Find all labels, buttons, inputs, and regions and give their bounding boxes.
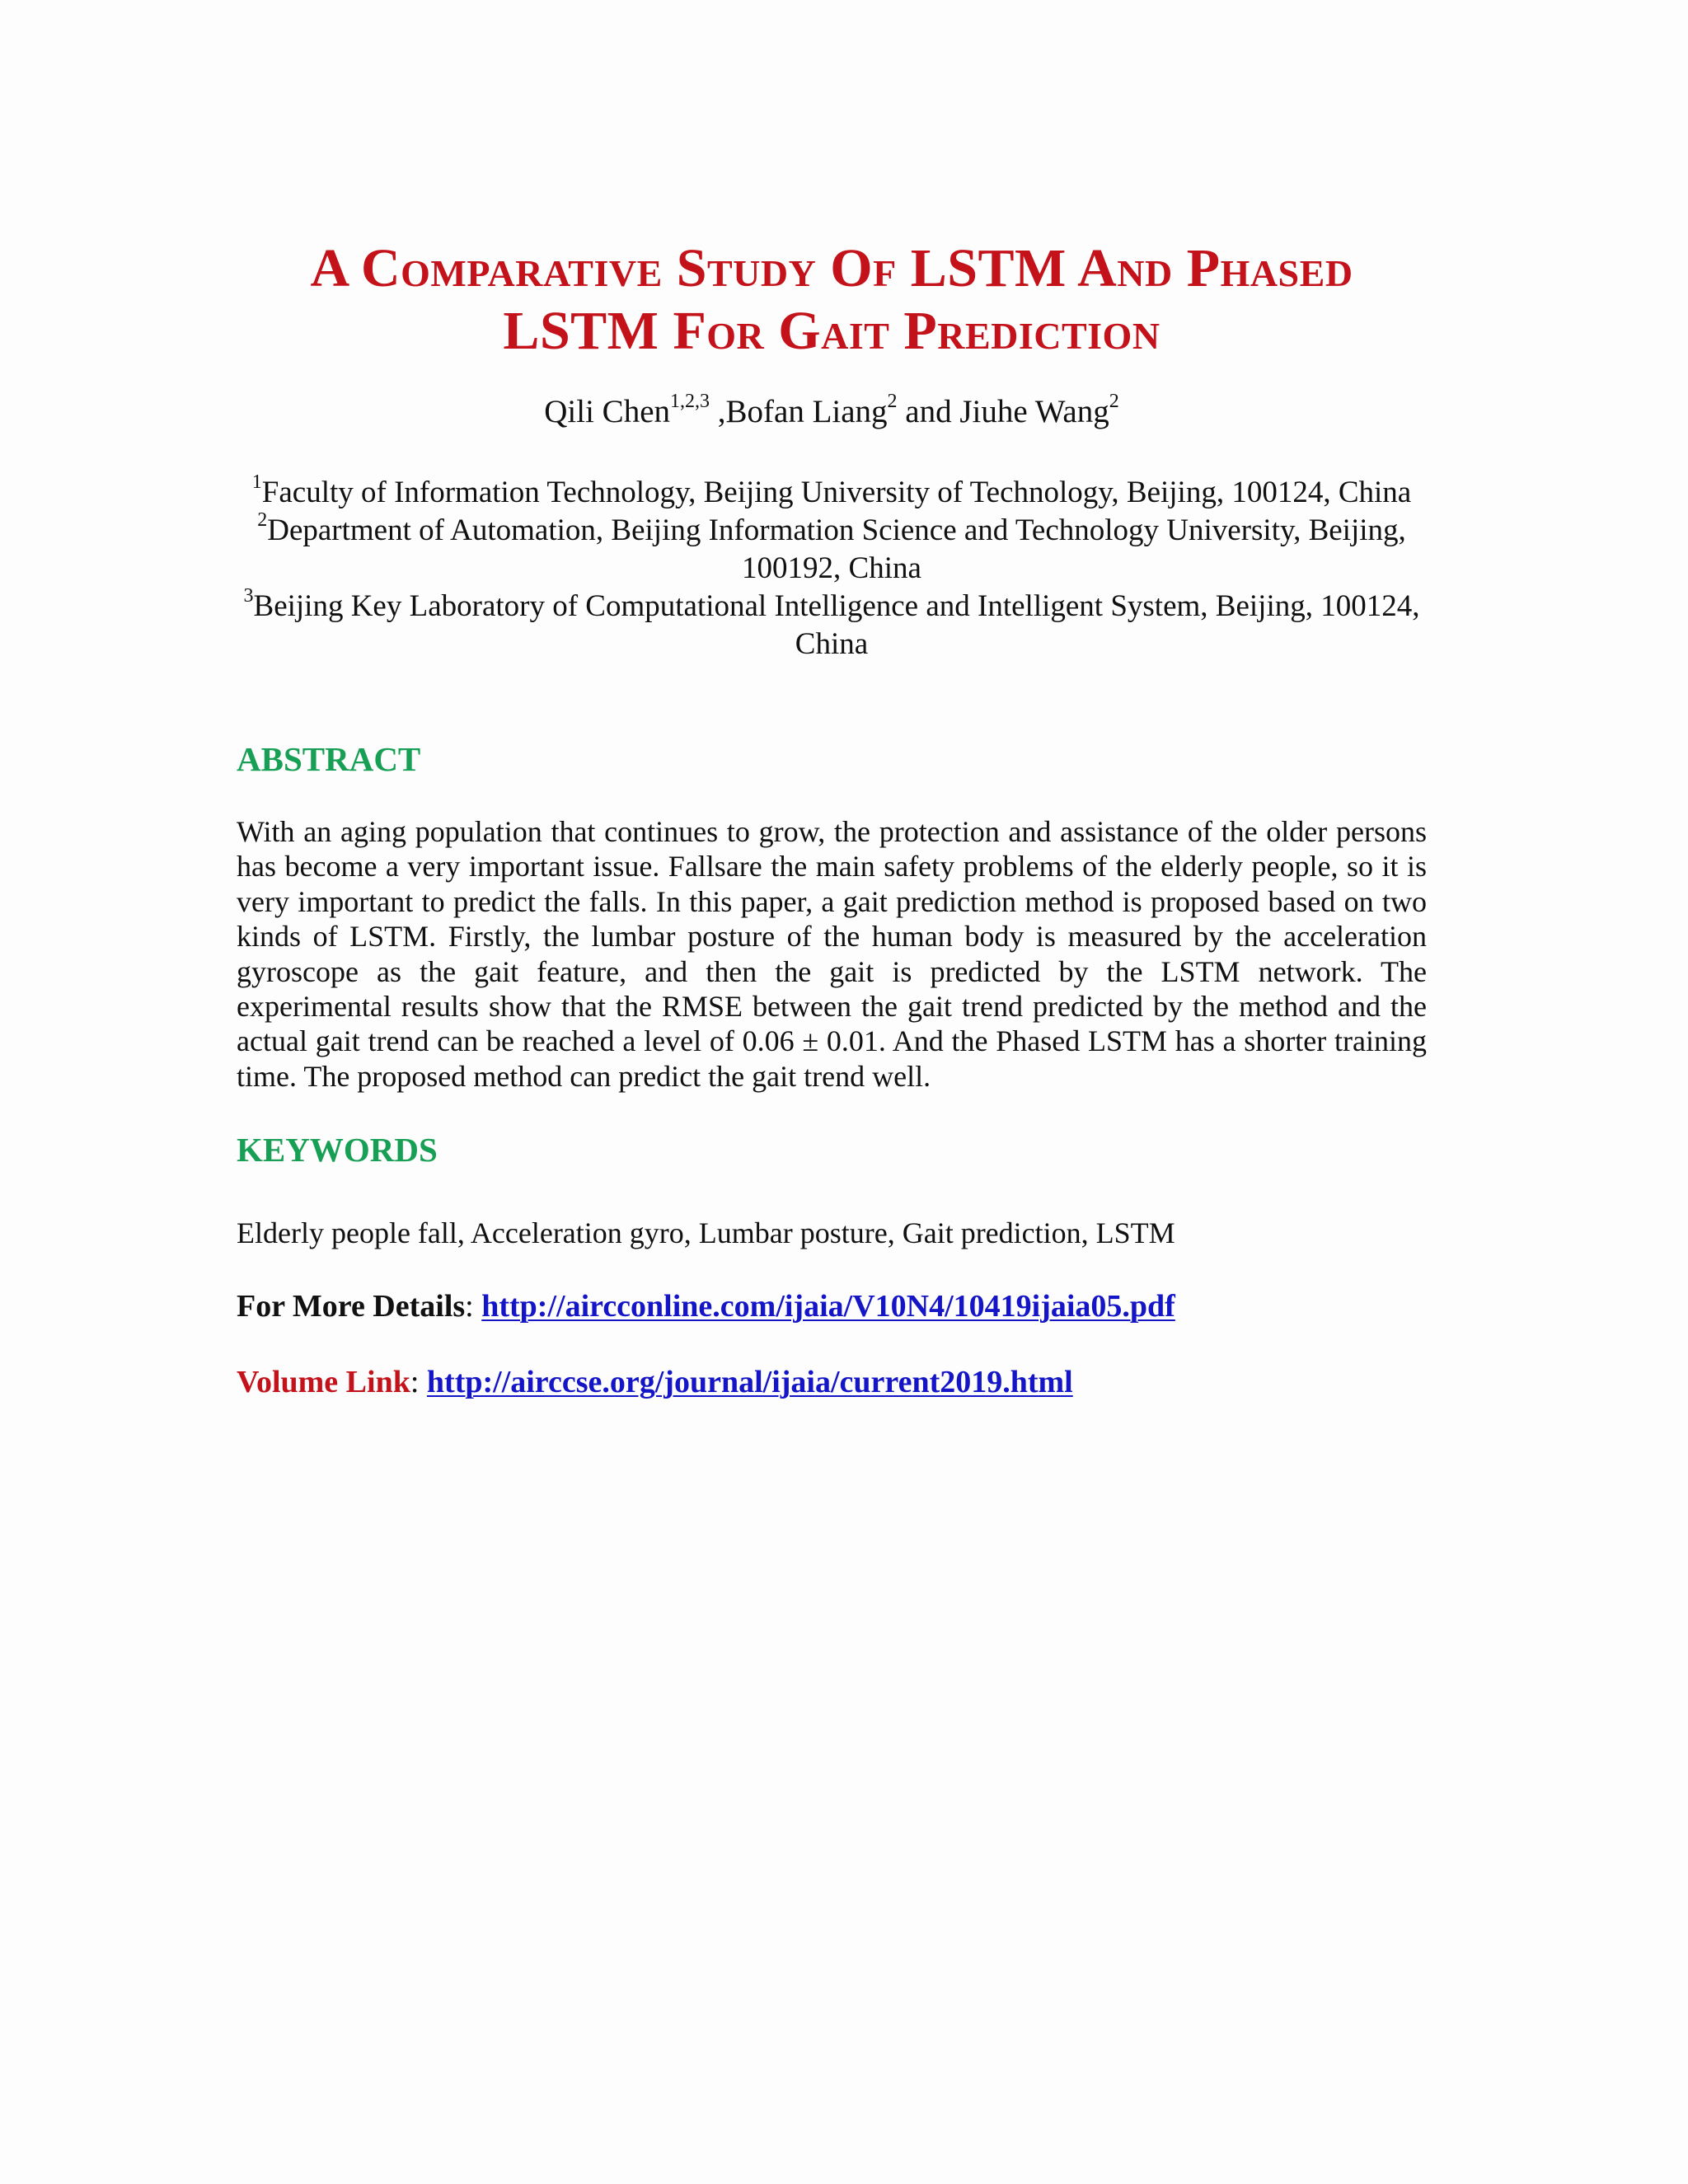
affiliation-2 [231, 509, 1432, 588]
keywords-heading: KEYWORDS [237, 1131, 438, 1169]
volume-link-url[interactable]: http://airccse.org/journal/ijaia/current2019.html [426, 1365, 1073, 1399]
author-2-sup: 2 [887, 391, 898, 412]
affiliation-3-sup: 3 [243, 584, 254, 607]
affiliation-1-text: Faculty of Information Technology, Beijing University of Technology, Beijing, 100124, China [261, 476, 1412, 509]
author-2-name: ,Bofan Liang [710, 394, 888, 429]
affiliation-1 [231, 471, 1432, 512]
abstract-heading: ABSTRACT [237, 740, 421, 778]
volume-link-line [237, 1363, 1073, 1401]
paper-title [0, 237, 1663, 363]
title-line-2: LSTM For Gait Prediction [503, 301, 1160, 361]
title-line-1: A Comparative Study Of LSTM And Phased [310, 238, 1353, 298]
author-3-sup: 2 [1109, 391, 1119, 412]
author-1-name: Qili Chen [544, 394, 671, 429]
affiliation-1-sup: 1 [251, 471, 262, 493]
keywords-body: Elderly people fall, Acceleration gyro, Lumbar posture, Gait prediction, LSTM [237, 1216, 1175, 1249]
author-3-name: and Jiuhe Wang [897, 394, 1109, 429]
affiliation-list [231, 471, 1432, 663]
volume-link-separator: : [410, 1365, 427, 1399]
volume-link-label: Volume Link [237, 1365, 410, 1399]
more-details-label: For More Details [237, 1289, 466, 1324]
affiliation-2-sup: 2 [257, 509, 268, 531]
more-details-link[interactable]: http://aircconline.com/ijaia/V10N4/10419ijaia05.pdf [481, 1289, 1175, 1324]
more-details-line [237, 1287, 1175, 1325]
abstract-body: With an aging population that continues to grow, the protection and assistance of the older persons has become a very important issue. Fallsare the main safety problems of the elderly people, so it is very important to predict the falls. In this paper, a gait prediction method is proposed based on two kinds of LSTM. Firstly, the lumbar posture of the human body is measured by the acceleration gyroscope as the gait feature, and then the gait is predicted by the LSTM network. The experimental results show that the RMSE between the gait trend predicted by the method and the actual gait trend can be reached a level of 0.06 ± 0.01. And the Phased LSTM has a shorter training time. The proposed method can predict the gait trend well. [237, 815, 1427, 1093]
affiliation-3 [231, 584, 1432, 663]
more-details-separator: : [465, 1289, 482, 1324]
affiliation-2-text: Department of Automation, Beijing Information Science and Technology University, Beijing, 100192, China [267, 513, 1406, 585]
author-1-sup: 1,2,3 [670, 391, 710, 412]
affiliation-3-text: Beijing Key Laboratory of Computational Intelligence and Intelligent System, Beijing, 100124, China [253, 589, 1420, 661]
author-list [0, 392, 1663, 432]
